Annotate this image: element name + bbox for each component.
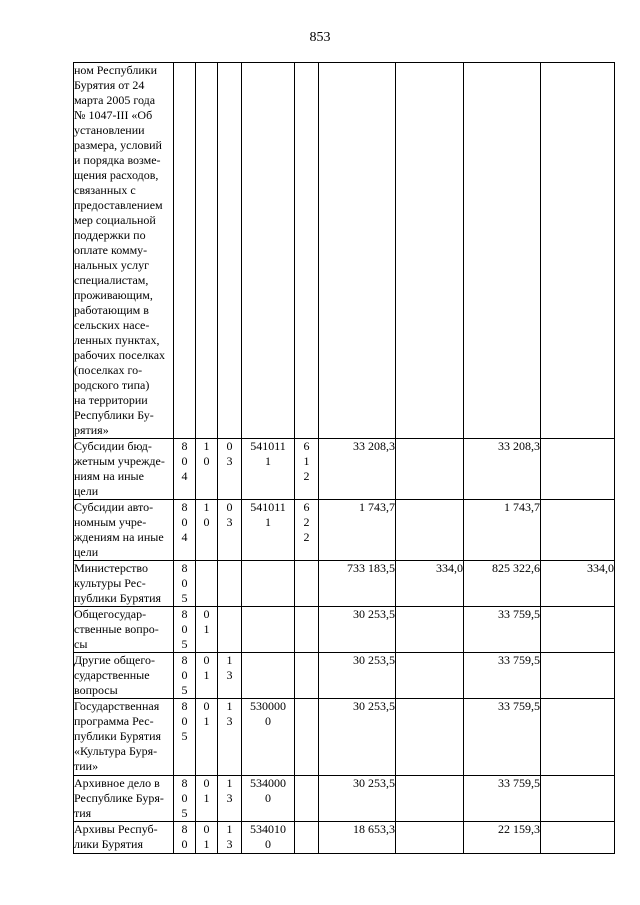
subsection-code: 1 3	[218, 699, 242, 776]
table-row	[74, 822, 615, 854]
table-row	[74, 439, 615, 500]
expense-type-code	[295, 776, 319, 822]
amount-federal-1: 334,0	[396, 561, 464, 607]
section-code: 1 0	[196, 500, 218, 561]
amount-total-2: 33 759,5	[464, 699, 541, 776]
target-article-code: 534010 0	[242, 822, 295, 854]
subsection-code: 0 3	[218, 500, 242, 561]
amount-federal-1	[396, 500, 464, 561]
table-row	[74, 776, 615, 822]
amount-federal-1	[396, 699, 464, 776]
amount-total-2: 1 743,7	[464, 500, 541, 561]
table-row	[74, 561, 615, 607]
row-name: Архивы Респуб- лики Бурятия	[74, 822, 174, 854]
amount-total-1: 18 653,3	[319, 822, 396, 854]
expense-type-code: 6 1 2	[295, 439, 319, 500]
amount-total-2: 33 759,5	[464, 607, 541, 653]
target-article-code: 534000 0	[242, 776, 295, 822]
amount-total-1: 1 743,7	[319, 500, 396, 561]
amount-total-1: 733 183,5	[319, 561, 396, 607]
expense-type-code	[295, 63, 319, 439]
target-article-code: 541011 1	[242, 500, 295, 561]
subsection-code: 1 3	[218, 653, 242, 699]
amount-federal-2	[541, 776, 615, 822]
section-code	[196, 561, 218, 607]
table-row	[74, 653, 615, 699]
ministry-code: 8 0 4	[174, 500, 196, 561]
section-code: 0 1	[196, 607, 218, 653]
ministry-code: 8 0 5	[174, 776, 196, 822]
table-row	[74, 699, 615, 776]
amount-federal-1	[396, 63, 464, 439]
target-article-code: 541011 1	[242, 439, 295, 500]
ministry-code: 8 0	[174, 822, 196, 854]
amount-federal-2	[541, 653, 615, 699]
expense-type-code: 6 2 2	[295, 500, 319, 561]
table-row	[74, 607, 615, 653]
section-code: 1 0	[196, 439, 218, 500]
amount-federal-1	[396, 439, 464, 500]
amount-total-2: 825 322,6	[464, 561, 541, 607]
expense-type-code	[295, 561, 319, 607]
row-name: Государственная программа Рес- публики Бурятия «Культура Буря- тии»	[74, 699, 174, 776]
target-article-code	[242, 607, 295, 653]
row-name: Архивное дело в Республике Буря- тия	[74, 776, 174, 822]
section-code: 0 1	[196, 822, 218, 854]
amount-total-2: 22 159,3	[464, 822, 541, 854]
amount-total-1: 30 253,5	[319, 776, 396, 822]
amount-federal-2	[541, 63, 615, 439]
section-code: 0 1	[196, 776, 218, 822]
target-article-code	[242, 561, 295, 607]
section-code: 0 1	[196, 699, 218, 776]
subsection-code: 1 3	[218, 776, 242, 822]
section-code: 0 1	[196, 653, 218, 699]
table-row	[74, 63, 615, 439]
expense-type-code	[295, 822, 319, 854]
amount-total-2: 33 759,5	[464, 653, 541, 699]
expense-type-code	[295, 653, 319, 699]
section-code	[196, 63, 218, 439]
ministry-code: 8 0 5	[174, 607, 196, 653]
amount-federal-1	[396, 776, 464, 822]
ministry-code	[174, 63, 196, 439]
row-name: Субсидии авто- номным учре- ждениям на иные цели	[74, 500, 174, 561]
amount-federal-2	[541, 699, 615, 776]
amount-federal-2	[541, 500, 615, 561]
amount-federal-2	[541, 439, 615, 500]
ministry-code: 8 0 5	[174, 561, 196, 607]
row-name: Министерство культуры Рес- публики Бурятия	[74, 561, 174, 607]
amount-total-1: 30 253,5	[319, 699, 396, 776]
amount-total-1: 30 253,5	[319, 653, 396, 699]
budget-table	[73, 62, 615, 854]
ministry-code: 8 0 5	[174, 699, 196, 776]
expense-type-code	[295, 699, 319, 776]
amount-federal-2	[541, 607, 615, 653]
subsection-code	[218, 561, 242, 607]
amount-federal-2	[541, 822, 615, 854]
amount-total-2	[464, 63, 541, 439]
page-number: 853	[309, 30, 331, 45]
target-article-code	[242, 653, 295, 699]
expense-type-code	[295, 607, 319, 653]
amount-total-1	[319, 63, 396, 439]
target-article-code: 530000 0	[242, 699, 295, 776]
amount-federal-1	[396, 607, 464, 653]
amount-federal-2: 334,0	[541, 561, 615, 607]
subsection-code: 1 3	[218, 822, 242, 854]
ministry-code: 8 0 5	[174, 653, 196, 699]
subsection-code: 0 3	[218, 439, 242, 500]
subsection-code	[218, 607, 242, 653]
amount-federal-1	[396, 822, 464, 854]
target-article-code	[242, 63, 295, 439]
row-name: Общегосудар- ственные вопро- сы	[74, 607, 174, 653]
subsection-code	[218, 63, 242, 439]
amount-total-2: 33 208,3	[464, 439, 541, 500]
row-name: ном Республики Бурятия от 24 марта 2005 года № 1047-III «Об установлении размера, условий и порядка возме- щения расходов, связанных с предоставлением мер социальной поддержки по оплате комму- нальных услуг специалистам, проживающим, работающим в сельских насе- ленных пунктах, рабочих поселках (поселках го- родского типа) на территории Республики Бу- рятия»	[74, 63, 174, 439]
row-name: Другие общего- сударственные вопросы	[74, 653, 174, 699]
amount-federal-1	[396, 653, 464, 699]
amount-total-1: 33 208,3	[319, 439, 396, 500]
amount-total-1: 30 253,5	[319, 607, 396, 653]
row-name: Субсидии бюд- жетным учрежде- ниям на иные цели	[74, 439, 174, 500]
amount-total-2: 33 759,5	[464, 776, 541, 822]
ministry-code: 8 0 4	[174, 439, 196, 500]
table-row	[74, 500, 615, 561]
